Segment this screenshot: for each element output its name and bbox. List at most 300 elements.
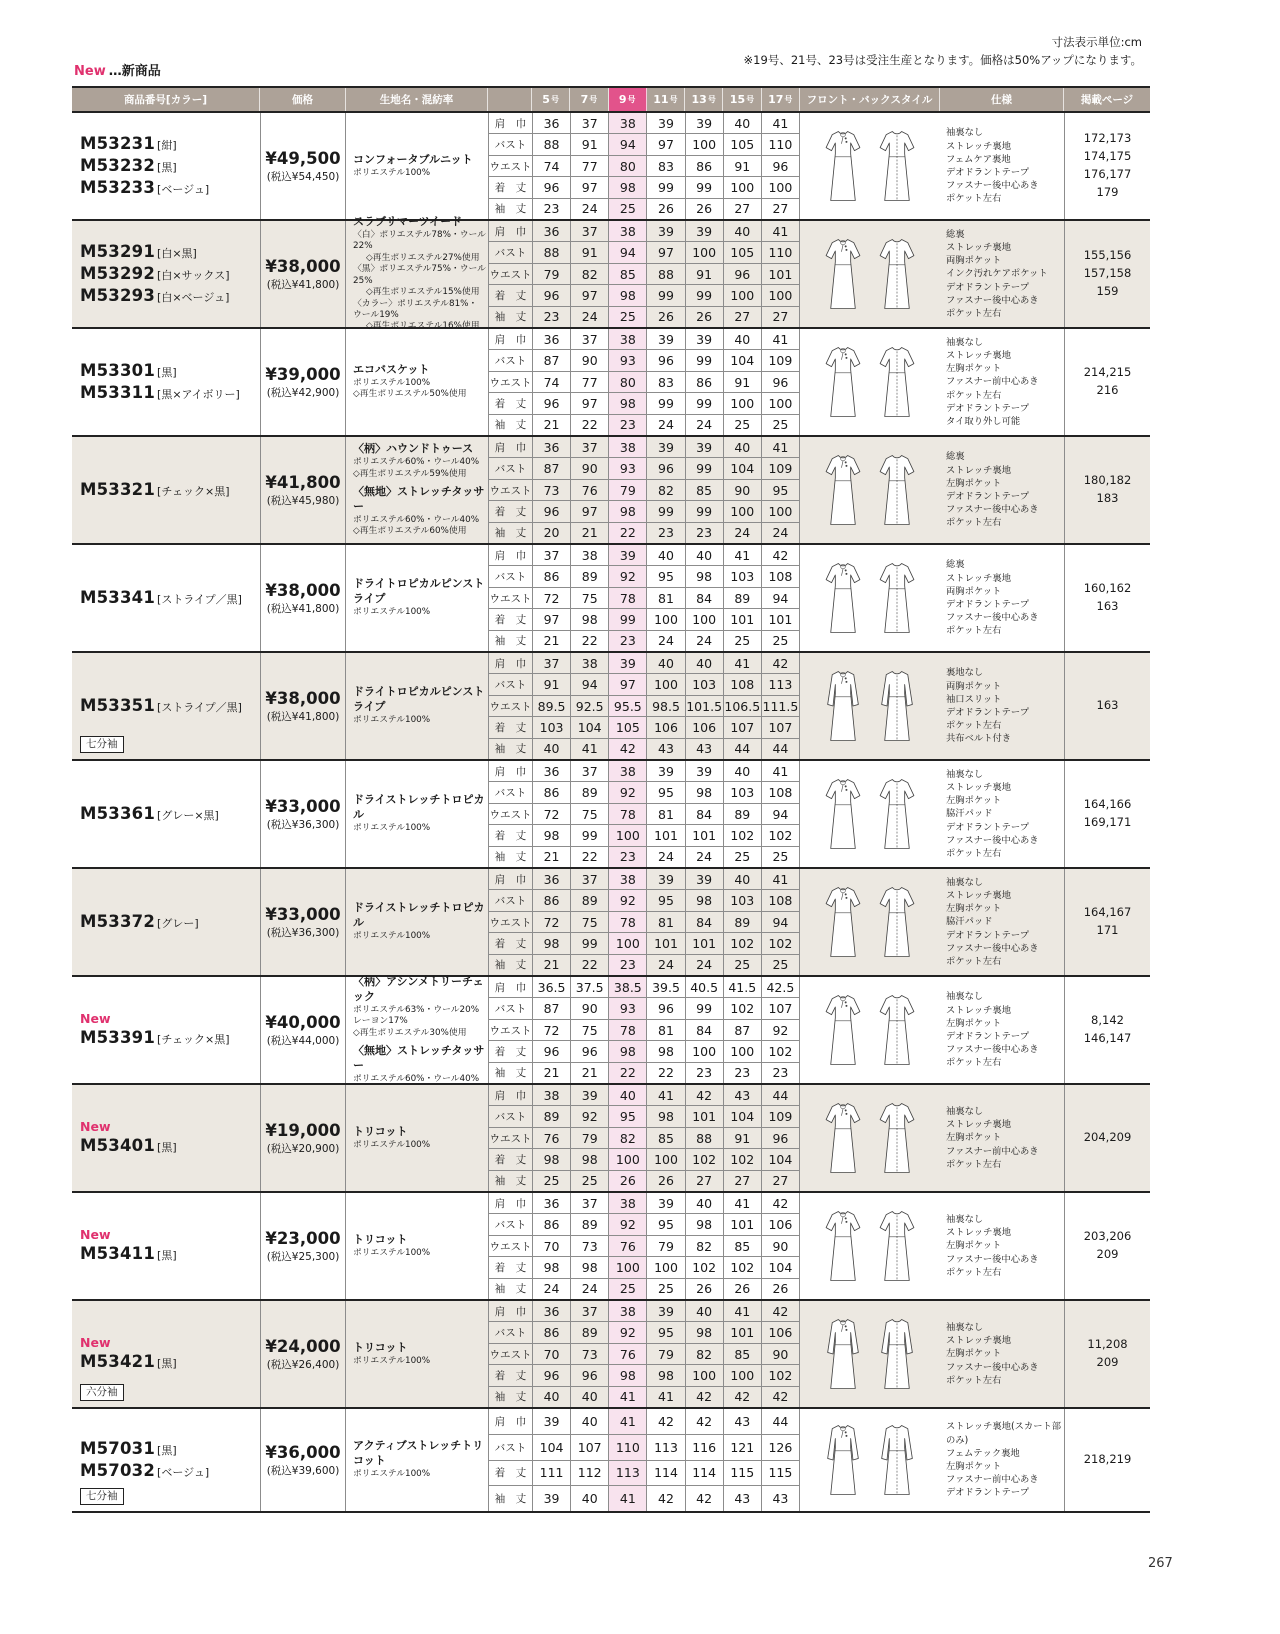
measurement-row [489,134,799,155]
measure-value: 100 [686,242,724,262]
measure-value: 83 [647,372,685,392]
style-cell [800,1409,940,1511]
measure-value: 38 [609,113,647,133]
measure-value: 40 [647,545,685,565]
measure-value: 101.5 [686,696,724,716]
measure-value: 38 [571,653,609,673]
measure-value: 36 [533,221,571,241]
measure-value: 23 [609,631,647,651]
measure-value: 23 [686,1063,724,1083]
measure-value: 109 [768,461,793,477]
product-row [72,215,1150,332]
measurement-row [489,242,799,263]
measurement-row [489,782,799,803]
page-ref: 203,206 [1083,1229,1132,1244]
measurement-row [489,998,799,1019]
spec-line: 両胸ポケット [946,680,1002,692]
measure-label: 肩 巾 [489,113,533,133]
spec-line: デオドラントテープ [946,1487,1030,1499]
measurement-row [489,1435,799,1461]
measure-value: 75 [571,1020,609,1040]
spec-line: デオドラントテープ [946,929,1030,941]
measurement-row [489,804,799,825]
measure-value: 24 [571,307,609,327]
measure-value: 81 [647,1020,685,1040]
measure-value: 95 [647,890,685,910]
measure-value: 38 [609,1301,647,1321]
measurement-row [489,653,799,674]
price-cell [260,1409,346,1511]
measure-value: 98 [609,1365,647,1385]
measure-value: 39 [609,653,647,673]
color-name: [黒] [157,1357,177,1371]
measure-label: バスト [489,674,533,694]
measure-value: 90 [772,1346,789,1362]
measure-value: 25 [772,957,789,973]
measure-value: 84 [686,1020,724,1040]
product-code: M53321 [80,480,156,500]
fabric-cell [346,869,488,975]
measure-value: 91 [533,674,571,694]
price-cell [260,437,346,543]
measure-value: 23 [609,415,647,435]
measure-value: 26 [647,199,685,219]
measure-value: 79 [571,1128,609,1148]
measure-value: 87 [533,350,571,370]
measure-value: 102 [724,933,762,953]
fabric-cell [346,1085,488,1191]
measure-value: 94 [772,914,789,930]
measure-value: 88 [686,1128,724,1148]
measure-value: 82 [647,480,685,500]
dress-front-illustration [820,878,866,966]
measure-value: 22 [571,415,609,435]
product-code: M53311 [80,383,156,402]
measure-value: 95 [647,1214,685,1234]
measure-value: 94 [772,806,789,822]
measure-value: 115 [724,1461,762,1486]
measure-label: ウエスト [489,804,533,824]
measure-value: 104 [724,1106,762,1126]
measure-value: 101 [724,1214,762,1234]
measure-value: 83 [647,156,685,176]
measure-label: 袖 丈 [489,199,533,219]
measure-label: ウエスト [489,264,533,284]
product-code-line [80,382,260,404]
measure-value: 108 [768,893,793,909]
spec-line: 脇汗パッド [946,808,993,820]
new-badge: New [80,1011,111,1027]
product-cell [72,761,260,867]
measurement-row [489,415,799,435]
product-code-line [80,587,260,609]
measure-value: 85 [609,264,647,284]
measurement-grid [488,1085,800,1191]
measure-value: 96 [533,1041,571,1061]
measure-value: 37 [571,1301,609,1321]
page-ref: 218,219 [1083,1452,1132,1467]
spec-line: ストレッチ裏地 [946,782,1011,794]
measure-value: 42 [686,1085,724,1105]
measure-value: 20 [533,523,571,543]
measure-value: 39 [647,113,685,133]
product-code-line [80,1027,260,1049]
measure-value: 42 [686,1387,724,1407]
fabric-line: ◇再生ポリエステル27%使用 [366,252,480,263]
measurement-row [489,1020,799,1041]
spec-line: デオドラントテープ [946,402,1030,414]
measure-value: 99 [647,177,685,197]
fabric-line: ポリエステル100% [353,607,431,618]
product-code: M53301 [80,361,156,381]
measure-value: 82 [686,1236,724,1256]
measure-value: 106.5 [724,696,762,716]
spec-line: 裏地なし [946,667,984,679]
pages-cell [1064,1301,1150,1407]
page-number: 267 [1148,1556,1173,1571]
measure-value: 36 [533,1193,571,1213]
column-header-fabric: 生地名・混紡率 [346,88,488,111]
measure-value: 43 [724,1486,762,1511]
measure-value: 126 [768,1439,793,1455]
measure-value: 79 [647,1236,685,1256]
fabric-line: ドライトロピカルピンストライプ [353,685,485,714]
measure-value: 98 [533,825,571,845]
measurement-grid [488,113,800,219]
product-cell [72,329,260,435]
measure-value: 113 [609,1461,647,1486]
measure-value: 91 [724,1128,762,1148]
price-tax-included: (税込¥36,300) [266,926,340,939]
measure-value: 86 [533,1322,571,1342]
measure-label: 袖 丈 [489,847,533,867]
measure-value: 100 [724,285,762,305]
measure-value: 25 [772,849,789,865]
measure-value: 21 [533,1063,571,1083]
spec-line: 袖裏なし [946,876,984,888]
measure-value: 98 [609,285,647,305]
measure-value: 44 [772,1087,789,1103]
measure-value: 40 [609,1085,647,1105]
measure-value: 88 [533,242,571,262]
measure-value: 105 [609,717,647,737]
measurement-grid [488,653,800,759]
product-code: M53351 [80,696,156,716]
spec-line: ポケット左右 [946,847,1002,859]
fabric-cell [346,1409,488,1511]
measure-value: 86 [533,782,571,802]
measure-value: 25 [724,955,762,975]
spec-line: ポケット左右 [946,517,1002,529]
price-tax-included: (税込¥54,450) [266,170,340,183]
measure-value: 77 [571,156,609,176]
measure-value: 103 [533,717,571,737]
product-code: M53233 [80,177,156,197]
measure-value: 24 [724,523,762,543]
pages-cell [1064,329,1150,435]
measure-value: 100 [768,503,793,519]
spec-line: デオドラントテープ [946,1031,1030,1042]
dress-front-illustration [820,446,866,534]
price: ¥49,500 [265,148,341,168]
measure-value: 100 [609,1257,647,1277]
measure-value: 41 [724,1301,762,1321]
spec-line: ストレッチ裏地 [946,242,1011,254]
measure-value: 21 [571,1063,609,1083]
measurement-row [489,566,799,587]
measurement-row [489,588,799,609]
spec-line: 左胸ポケット [946,1461,1002,1472]
measurement-row [489,437,799,458]
price-tax-included: (税込¥42,900) [266,386,340,399]
measure-value: 98 [571,1257,609,1277]
spec-line: 総裏 [946,228,965,240]
measure-label: 袖 丈 [489,1171,533,1191]
product-cell [72,869,260,975]
measure-value: 86 [533,890,571,910]
specs-cell [940,113,1064,219]
style-cell [800,869,940,975]
measure-value: 96 [533,393,571,413]
color-name: [黒×アイボリー] [157,388,240,401]
measure-value: 96 [533,177,571,197]
measure-value: 22 [571,631,609,651]
fabric-line: トリコット [353,1340,408,1354]
measure-value: 73 [571,1236,609,1256]
measure-value: 90 [571,458,609,478]
dress-front-illustration [820,986,866,1074]
measure-label: バスト [489,1435,533,1460]
measure-label: 肩 巾 [489,653,533,673]
measure-value: 43 [724,1085,762,1105]
measure-value: 102 [686,1149,724,1169]
product-row [72,1407,1150,1513]
measure-value: 97 [571,393,609,413]
measure-value: 107 [768,1001,793,1017]
measure-value: 99 [686,350,724,370]
measure-value: 100 [647,674,685,694]
spec-line: ストレッチ裏地 [946,1335,1011,1347]
measure-value: 100 [609,825,647,845]
product-code-line [80,285,260,307]
measure-value: 96 [647,998,685,1018]
product-code-line [80,177,260,199]
measure-value: 99 [571,825,609,845]
spec-line: ファスナー後中心あき [946,942,1039,954]
pages-cell [1064,869,1150,975]
measure-value: 21 [533,847,571,867]
measure-value: 109 [768,1109,793,1125]
measure-value: 87 [533,998,571,1018]
page-ref: 172,173 [1083,131,1132,146]
size-column-header: 5 号 [532,88,570,111]
measurement-row [489,523,799,543]
measurement-row [489,307,799,327]
product-code: M53411 [80,1244,156,1264]
measure-value: 75 [571,912,609,932]
measure-label: 着 丈 [489,501,533,521]
measure-value: 111 [533,1461,571,1486]
column-header-pages: 掲載ページ [1080,94,1134,106]
product-code-line [80,803,260,825]
measurement-row [489,393,799,414]
measure-value: 90 [724,480,762,500]
measure-value: 41 [724,545,762,565]
measurement-grid [488,1301,800,1407]
dress-back-illustration [874,230,920,318]
measure-value: 111.5 [762,698,799,714]
measure-value: 92 [571,1106,609,1126]
measure-value: 37 [533,653,571,673]
dress-front-illustration [820,770,866,858]
spec-line: フェムケア裏地 [946,153,1011,165]
measure-value: 86 [533,1214,571,1234]
measure-value: 81 [647,912,685,932]
measure-value: 41 [571,739,609,759]
measure-label: 肩 巾 [489,869,533,889]
spec-line: ファスナー前中心あき [946,1145,1039,1157]
measure-value: 91 [724,156,762,176]
column-header-price: 価格 [260,88,346,111]
measure-value: 100 [724,393,762,413]
measure-label: ウエスト [489,156,533,176]
measure-value: 38 [571,545,609,565]
page-ref: 159 [1096,283,1119,298]
measure-value: 72 [533,804,571,824]
specs-cell [940,653,1064,759]
measure-value: 98 [686,782,724,802]
price: ¥40,000 [265,1012,341,1032]
measure-value: 104 [724,458,762,478]
product-code: M57032 [80,1461,156,1480]
fabric-line: ◇再生ポリエステル15%使用 [366,287,480,298]
measure-value: 99 [686,285,724,305]
measure-value: 38 [609,329,647,349]
price-cell [260,545,346,651]
style-cell [800,221,940,327]
spec-line: ファスナー後中心あき [946,504,1039,516]
measure-value: 39 [686,437,724,457]
product-row [72,1191,1150,1299]
measure-value: 113 [647,1435,685,1460]
price: ¥23,000 [265,1228,341,1248]
product-cell [72,221,260,327]
size-column-header: 17 号 [762,88,800,111]
measure-value: 41 [609,1409,647,1434]
price-tax-included: (税込¥45,980) [266,494,340,507]
fabric-line: ポリエステル63%・ウール20% [353,1004,480,1015]
measure-value: 92 [609,1322,647,1342]
measure-value: 91 [686,264,724,284]
measure-value: 100 [768,179,793,195]
measure-value: 37 [571,113,609,133]
measure-value: 99 [647,393,685,413]
measure-label: 袖 丈 [489,1486,533,1511]
measure-label: ウエスト [489,372,533,392]
measurement-row [489,609,799,630]
fabric-line: 〈黒〉ポリエステル75%・ウール25% [353,264,486,286]
spec-line: ファスナー後中心あき [946,834,1039,846]
measure-value: 95 [647,1322,685,1342]
measure-value: 90 [571,998,609,1018]
product-row [72,435,1150,543]
fabric-line: ◇再生ポリエステル50%使用 [353,389,467,400]
fabric-line: ◇再生ポリエステル60%使用 [353,526,467,537]
style-cell [800,1193,940,1299]
style-cell [800,977,940,1083]
measure-value: 73 [533,480,571,500]
measure-value: 89 [724,804,762,824]
measurement-row [489,1409,799,1435]
measurement-row [489,933,799,954]
measurement-row [489,1214,799,1235]
measure-label: ウエスト [489,1236,533,1256]
measure-value: 89.5 [533,696,571,716]
product-code-line [80,155,260,177]
spec-line: ストレッチ裏地 [946,1227,1011,1239]
price-cell [260,1301,346,1407]
measure-label: 肩 巾 [489,1085,533,1105]
measure-value: 24 [647,631,685,651]
fabric-line: トリコット [353,1232,408,1246]
product-row [72,867,1150,975]
measurement-row [489,264,799,285]
measure-value: 100 [609,933,647,953]
measure-value: 91 [571,134,609,154]
measure-value: 81 [647,804,685,824]
dress-back-illustration [874,554,920,642]
measure-value: 75 [571,588,609,608]
measure-label: 着 丈 [489,393,533,413]
measure-label: バスト [489,998,533,1018]
page-ref: 164,166 [1083,797,1132,812]
measure-value: 41 [772,439,789,455]
measure-value: 100 [647,1257,685,1277]
measure-value: 101 [724,609,762,629]
measure-label: 着 丈 [489,177,533,197]
product-code-line [80,360,260,382]
measure-value: 98 [686,566,724,586]
page-ref: 163 [1096,698,1119,713]
measure-value: 37 [571,1193,609,1213]
measure-value: 97 [571,285,609,305]
measurement-row [489,825,799,846]
fabric-line: ポリエステル60%・ウール40% [353,457,480,468]
measure-value: 85 [724,1344,762,1364]
measure-value: 103 [724,890,762,910]
measure-value: 86 [533,566,571,586]
product-cell [72,113,260,219]
measure-value: 42 [686,1409,724,1434]
order-note: ※19号、21号、23号は受注生産となります。価格は50%アップになります。 [743,53,1142,67]
measurement-row [489,1236,799,1257]
measure-value: 36 [533,1301,571,1321]
measure-value: 101 [768,611,793,627]
measurement-row [489,1461,799,1487]
measure-value: 38.5 [609,977,647,997]
fabric-cell [346,1193,488,1299]
measure-value: 74 [533,156,571,176]
product-code-line [80,695,260,717]
page-ref: 160,162 [1083,581,1132,596]
measurement-row [489,1149,799,1170]
fabric-line: ◇再生ポリエステル16%使用 [366,321,480,332]
fabric-cell [346,113,488,219]
measure-value: 38 [609,761,647,781]
measure-label: バスト [489,350,533,370]
product-code: M53401 [80,1136,156,1156]
measure-value: 89 [571,1322,609,1342]
